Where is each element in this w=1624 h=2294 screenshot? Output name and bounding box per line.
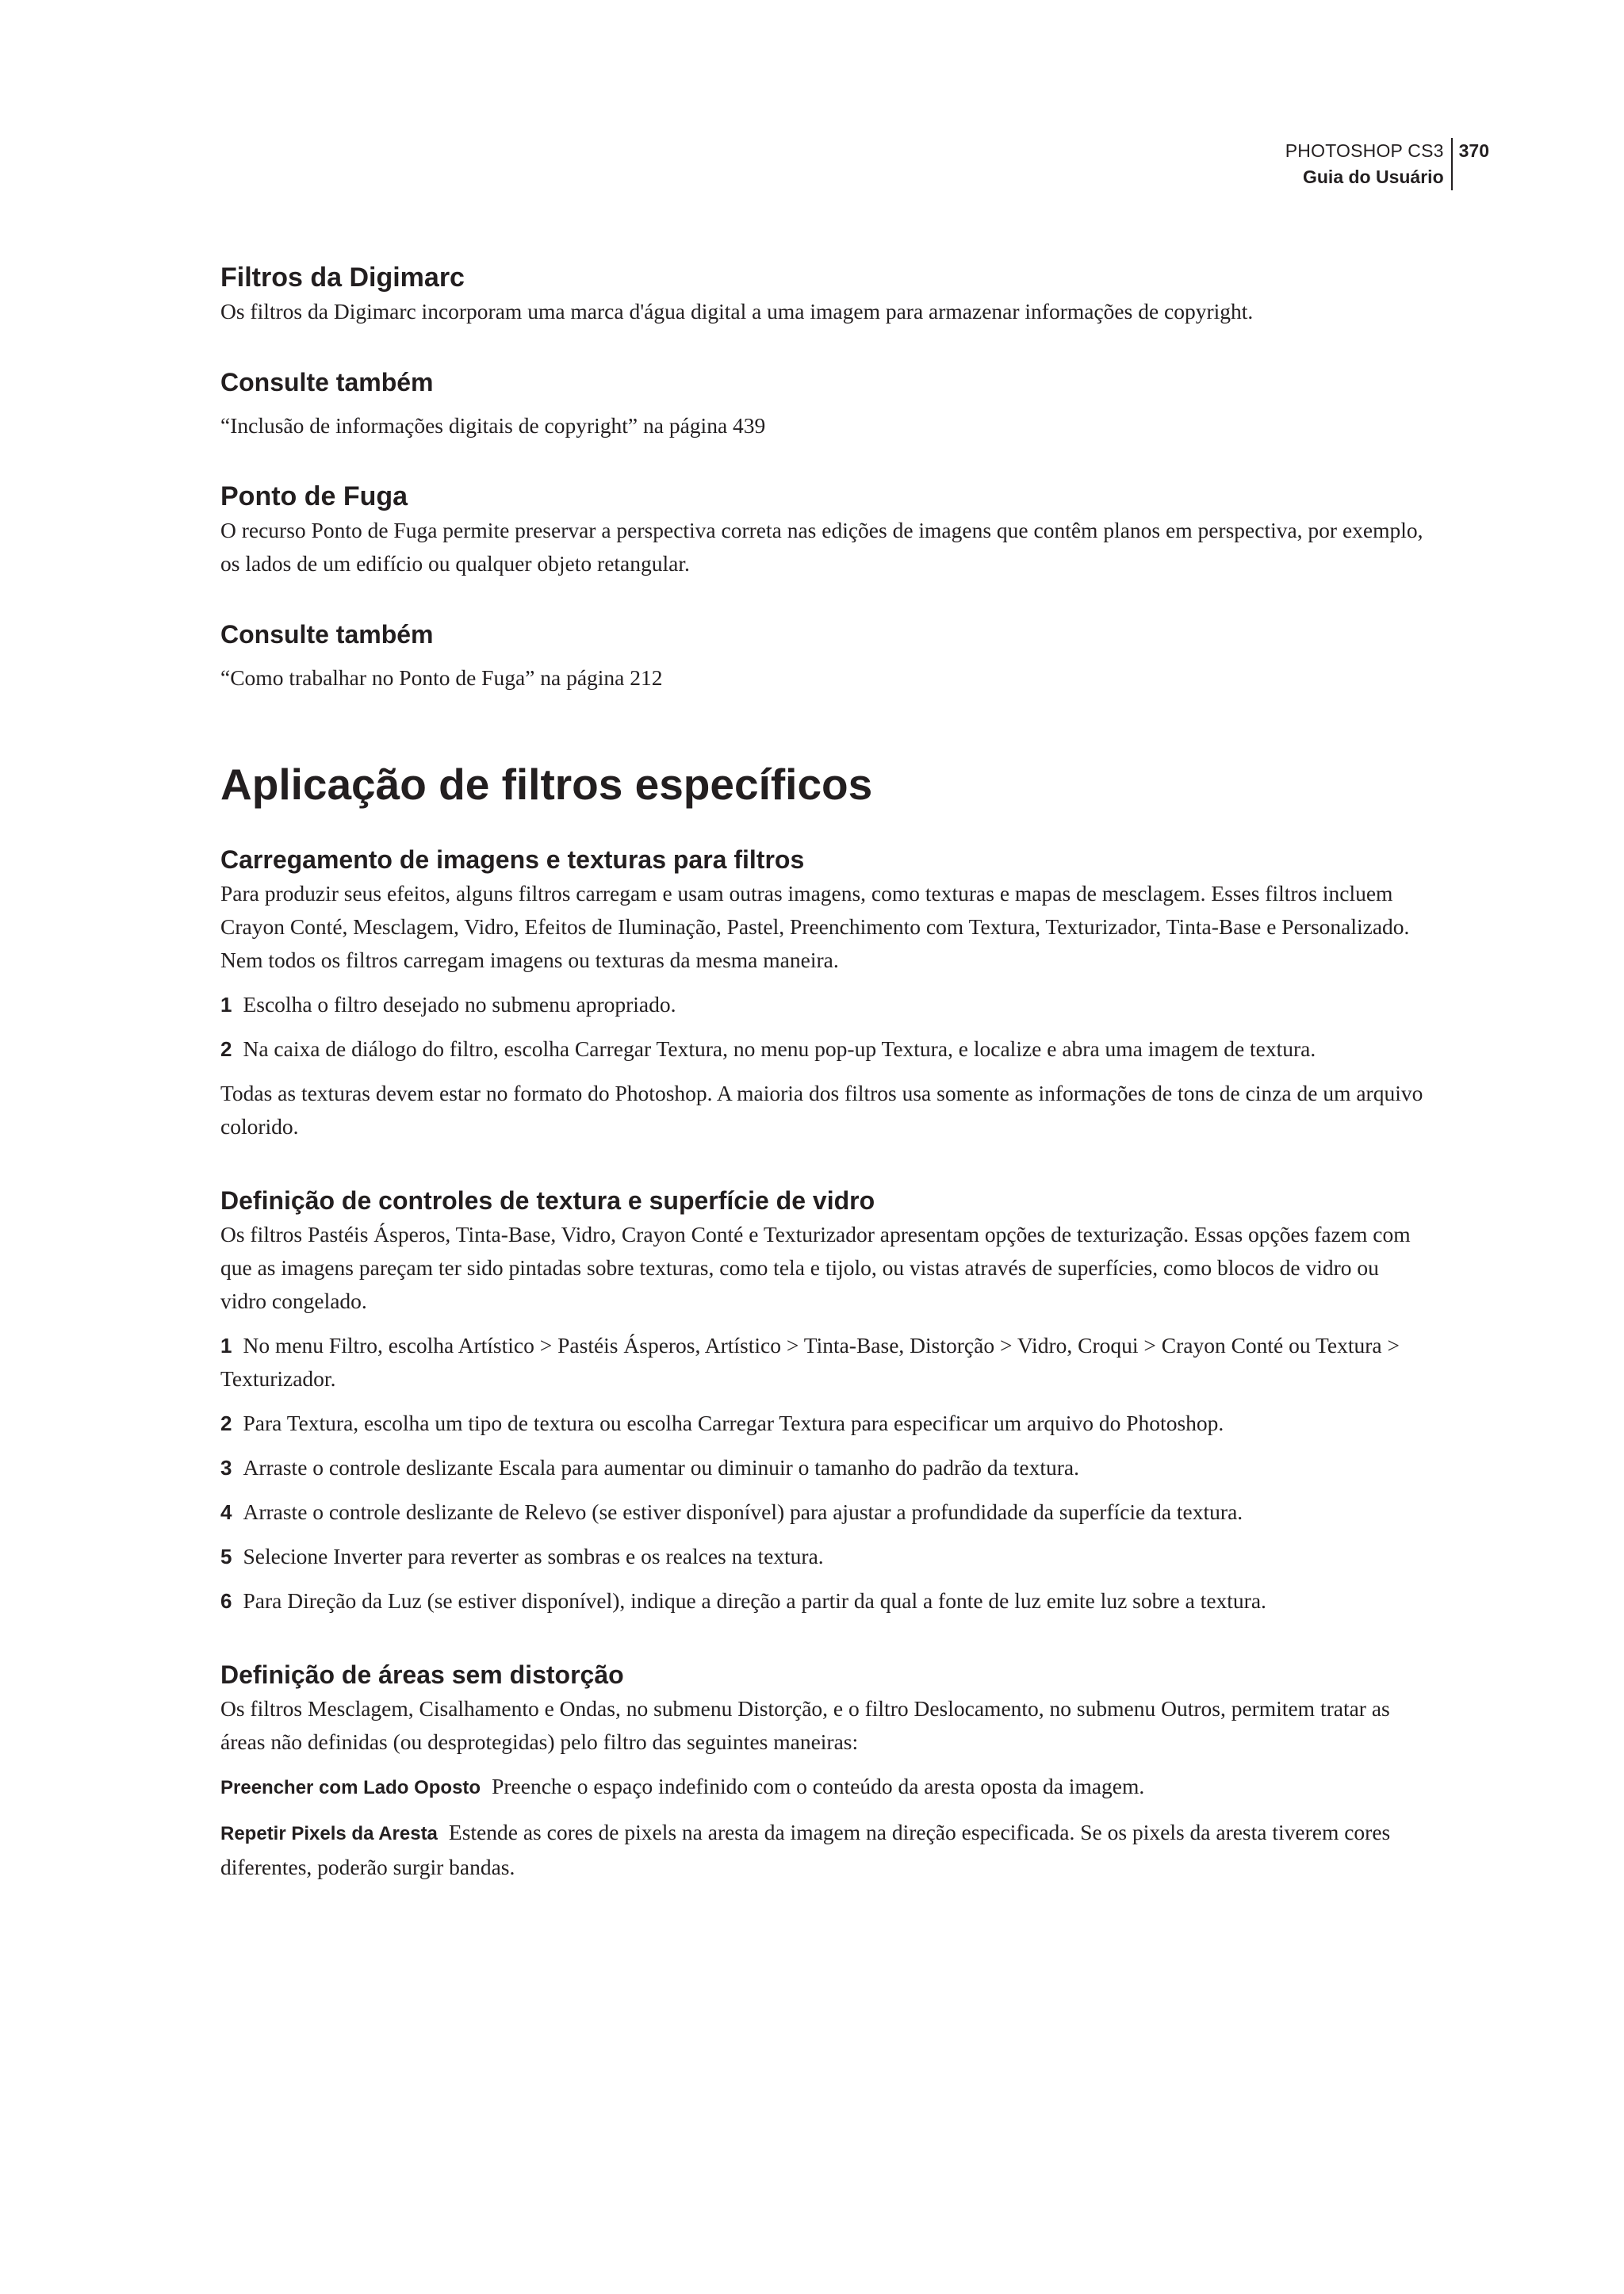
step-number: 4 bbox=[220, 1500, 232, 1524]
definition-item bbox=[220, 1816, 1426, 1884]
section-note-loading: Todas as texturas devem estar no formato do Photoshop. A maioria dos filtros usa somente as informações de tons de cinza de um arquivo colorido. bbox=[220, 1081, 1423, 1139]
step-number: 1 bbox=[220, 1334, 232, 1358]
section-title-undistorted: Definição de áreas sem distorção bbox=[220, 1660, 624, 1689]
step-number: 2 bbox=[220, 1037, 232, 1061]
header-titles bbox=[1285, 138, 1451, 190]
page-number: 370 bbox=[1458, 140, 1489, 161]
list-item bbox=[220, 1032, 1426, 1066]
step-text: Arraste o controle deslizante Escala para aumentar ou diminuir o tamanho do padrão da textura. bbox=[243, 1455, 1079, 1480]
section-intro-texture: Os filtros Pastéis Ásperos, Tinta-Base, Vidro, Crayon Conté e Texturizador apresentam opções de texturização. Essas opções fazem com que as imagens pareçam ter sido pintadas sobre texturas, como tela e tijolo, ou vistas através de superfícies, como blocos de vidro ou vidro congelado. bbox=[220, 1222, 1411, 1313]
section-intro-loading: Para produzir seus efeitos, alguns filtros carregam e usam outras imagens, como texturas e mapas de mesclagem. Esses filtros incluem Crayon Conté, Mesclagem, Vidro, Efeitos de Iluminação, Pastel, Preenchimento com Textura, Texturizador, Tinta-Base e Personalizado. Nem todos os filtros carregam imagens ou texturas da mesma maneira. bbox=[220, 881, 1410, 972]
header-guide-title: Guia do Usuário bbox=[1302, 167, 1444, 187]
step-text: Escolha o filtro desejado no submenu apropriado. bbox=[243, 992, 676, 1017]
step-text: Selecione Inverter para reverter as sombras e os realces na textura. bbox=[243, 1544, 824, 1568]
list-item bbox=[220, 1451, 1426, 1484]
see-also-link-copyright[interactable]: “Inclusão de informações digitais de copyright” na página 439 bbox=[220, 413, 766, 438]
page-content bbox=[220, 260, 1426, 1884]
chapter-title: Aplicação de filtros específicos bbox=[220, 760, 873, 809]
definition-term: Preencher com Lado Oposto bbox=[220, 1777, 481, 1798]
step-number: 5 bbox=[220, 1545, 232, 1568]
step-number: 3 bbox=[220, 1456, 232, 1480]
running-header bbox=[1285, 138, 1489, 190]
section-body-vanishing-point: O recurso Ponto de Fuga permite preservar a perspectiva correta nas edições de imagens que contêm planos em perspectiva, por exemplo, os lados de um edifício ou qualquer objeto retangular. bbox=[220, 518, 1423, 576]
list-item bbox=[220, 1329, 1426, 1396]
header-product-name: PHOTOSHOP CS3 bbox=[1285, 140, 1444, 161]
step-number: 6 bbox=[220, 1589, 232, 1613]
list-item bbox=[220, 988, 1426, 1021]
section-intro-undistorted: Os filtros Mesclagem, Cisalhamento e Ondas, no submenu Distorção, e o filtro Deslocamento, no submenu Outros, permitem tratar as áreas não definidas (ou desprotegidas) pelo filtro das seguintes maneiras: bbox=[220, 1696, 1390, 1754]
step-text: No menu Filtro, escolha Artístico > Pastéis Ásperos, Artístico > Tinta-Base, Distorção > Vidro, Croqui > Crayon Conté ou Textura > Texturizador. bbox=[220, 1333, 1400, 1391]
step-number: 1 bbox=[220, 993, 232, 1017]
definition-term: Repetir Pixels da Aresta bbox=[220, 1823, 438, 1844]
section-title-vanishing-point: Ponto de Fuga bbox=[220, 481, 408, 511]
step-text: Arraste o controle deslizante de Relevo (se estiver disponível) para ajustar a profundidade da superfície da textura. bbox=[243, 1499, 1243, 1524]
list-item bbox=[220, 1496, 1426, 1529]
list-item bbox=[220, 1540, 1426, 1573]
step-text: Na caixa de diálogo do filtro, escolha Carregar Textura, no menu pop-up Textura, e localize e abra uma imagem de textura. bbox=[243, 1036, 1316, 1061]
section-title-digimarc: Filtros da Digimarc bbox=[220, 262, 465, 293]
step-text: Para Direção da Luz (se estiver disponível), indique a direção a partir da qual a fonte de luz emite luz sobre a textura. bbox=[243, 1588, 1266, 1613]
see-also-link-vanishing-point[interactable]: “Como trabalhar no Ponto de Fuga” na página 212 bbox=[220, 665, 663, 690]
definition-text: Preenche o espaço indefinido com o conteúdo da aresta oposta da imagem. bbox=[492, 1774, 1145, 1798]
definition-text: Estende as cores de pixels na aresta da imagem na direção especificada. Se os pixels da aresta tiverem cores diferentes, poderão surgir bandas. bbox=[220, 1820, 1391, 1879]
section-body-digimarc: Os filtros da Digimarc incorporam uma marca d'água digital a uma imagem para armazenar informações de copyright. bbox=[220, 299, 1254, 324]
see-also-heading: Consulte também bbox=[220, 368, 434, 396]
step-number: 2 bbox=[220, 1411, 232, 1435]
section-title-texture: Definição de controles de textura e superfície de vidro bbox=[220, 1186, 875, 1215]
list-item bbox=[220, 1584, 1426, 1618]
list-item bbox=[220, 1407, 1426, 1440]
see-also-heading: Consulte também bbox=[220, 620, 434, 649]
section-title-loading: Carregamento de imagens e texturas para filtros bbox=[220, 845, 805, 874]
definition-item bbox=[220, 1770, 1426, 1805]
step-text: Para Textura, escolha um tipo de textura ou escolha Carregar Textura para especificar um arquivo do Photoshop. bbox=[243, 1411, 1224, 1435]
